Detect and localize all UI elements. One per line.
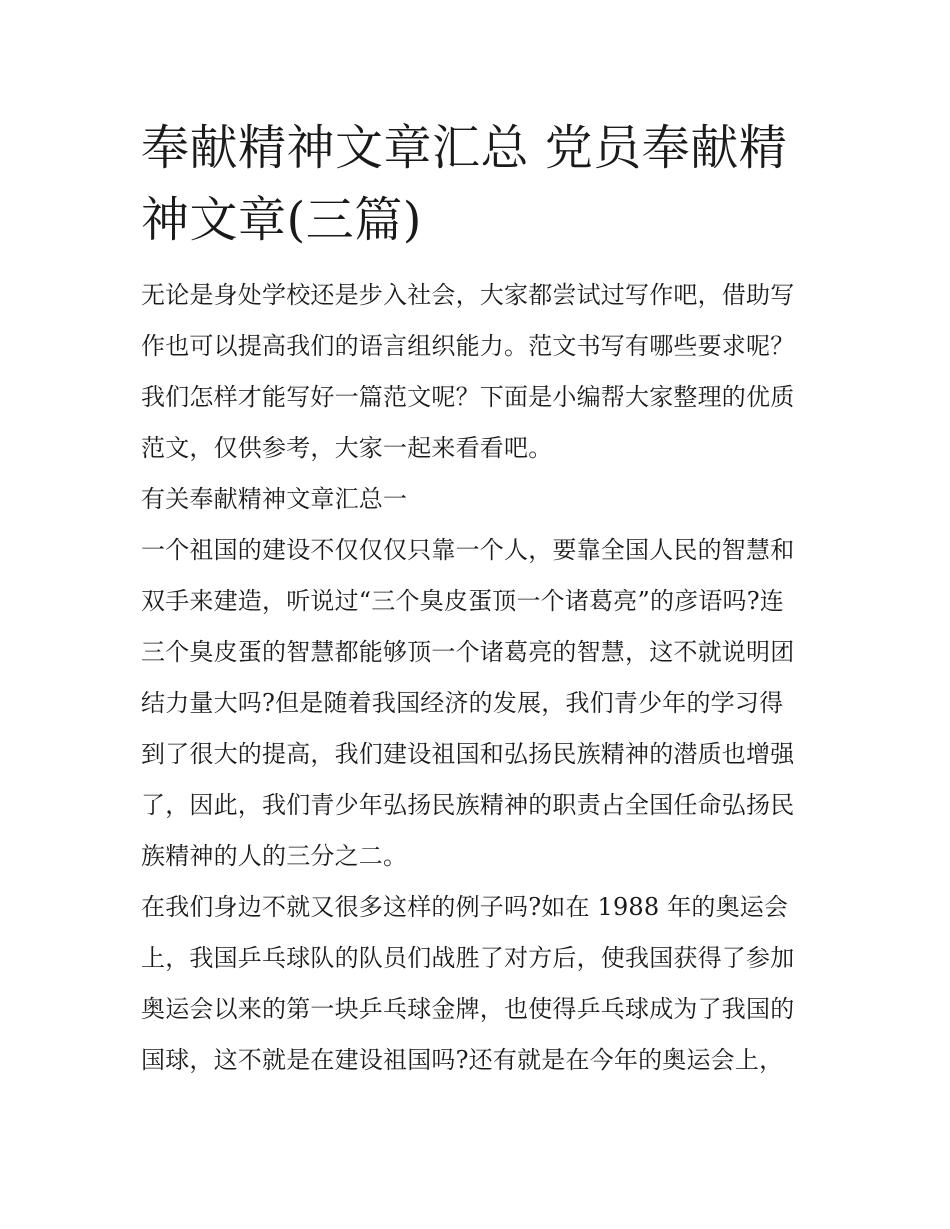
paragraph-line: 上，我国乒乓球队的队员们战胜了对方后，使我国获得了参加 [141,944,795,972]
paragraph-line: 到了很大的提高，我们建设祖国和弘扬民族精神的潜质也增强 [141,740,795,768]
intro-line: 范文，仅供参考，大家一起来看看吧。 [141,434,553,462]
document-title [141,112,816,256]
paragraph-line: 结力量大吗?但是随着我国经济的发展，我们青少年的学习得 [141,689,784,717]
paragraph-line: 双手来建造，听说过“三个臭皮蛋顶一个诸葛亮”的彦语吗?连 [141,587,785,615]
intro-line: 作也可以提高我们的语言组织能力。范文书写有哪些要求呢？ [141,332,795,360]
intro-line: 我们怎样才能写好一篇范文呢？下面是小编帮大家整理的优质 [141,383,795,411]
document-content [141,112,816,1086]
paragraph-line: 一个祖国的建设不仅仅仅只靠一个人，要靠全国人民的智慧和 [141,536,795,564]
paragraph-line: 奥运会以来的第一块乒乓球金牌，也使得乒乓球成为了我国的 [141,995,795,1023]
paragraph-line: 族精神的人的三分之二。 [141,842,408,870]
paragraph-line: 国球，这不就是在建设祖国吗?还有就是在今年的奥运会上， [141,1046,784,1074]
paragraph-line: 了，因此，我们青少年弘扬民族精神的职责占全国任命弘扬民 [141,791,795,819]
paragraph-line: 三个臭皮蛋的智慧都能够顶一个诸葛亮的智慧，这不就说明团 [141,638,795,666]
section-heading: 有关奉献精神文章汇总一 [141,485,408,513]
intro-line: 无论是身处学校还是步入社会，大家都尝试过写作吧，借助写 [141,281,795,309]
title-line: 奉献精神文章汇总 党员奉献精 [141,120,788,176]
title-line: 神文章(三篇) [141,192,422,248]
document-body [141,270,816,1086]
paragraph-line: 在我们身边不就又很多这样的例子吗?如在 1988 年的奥运会 [141,893,789,921]
